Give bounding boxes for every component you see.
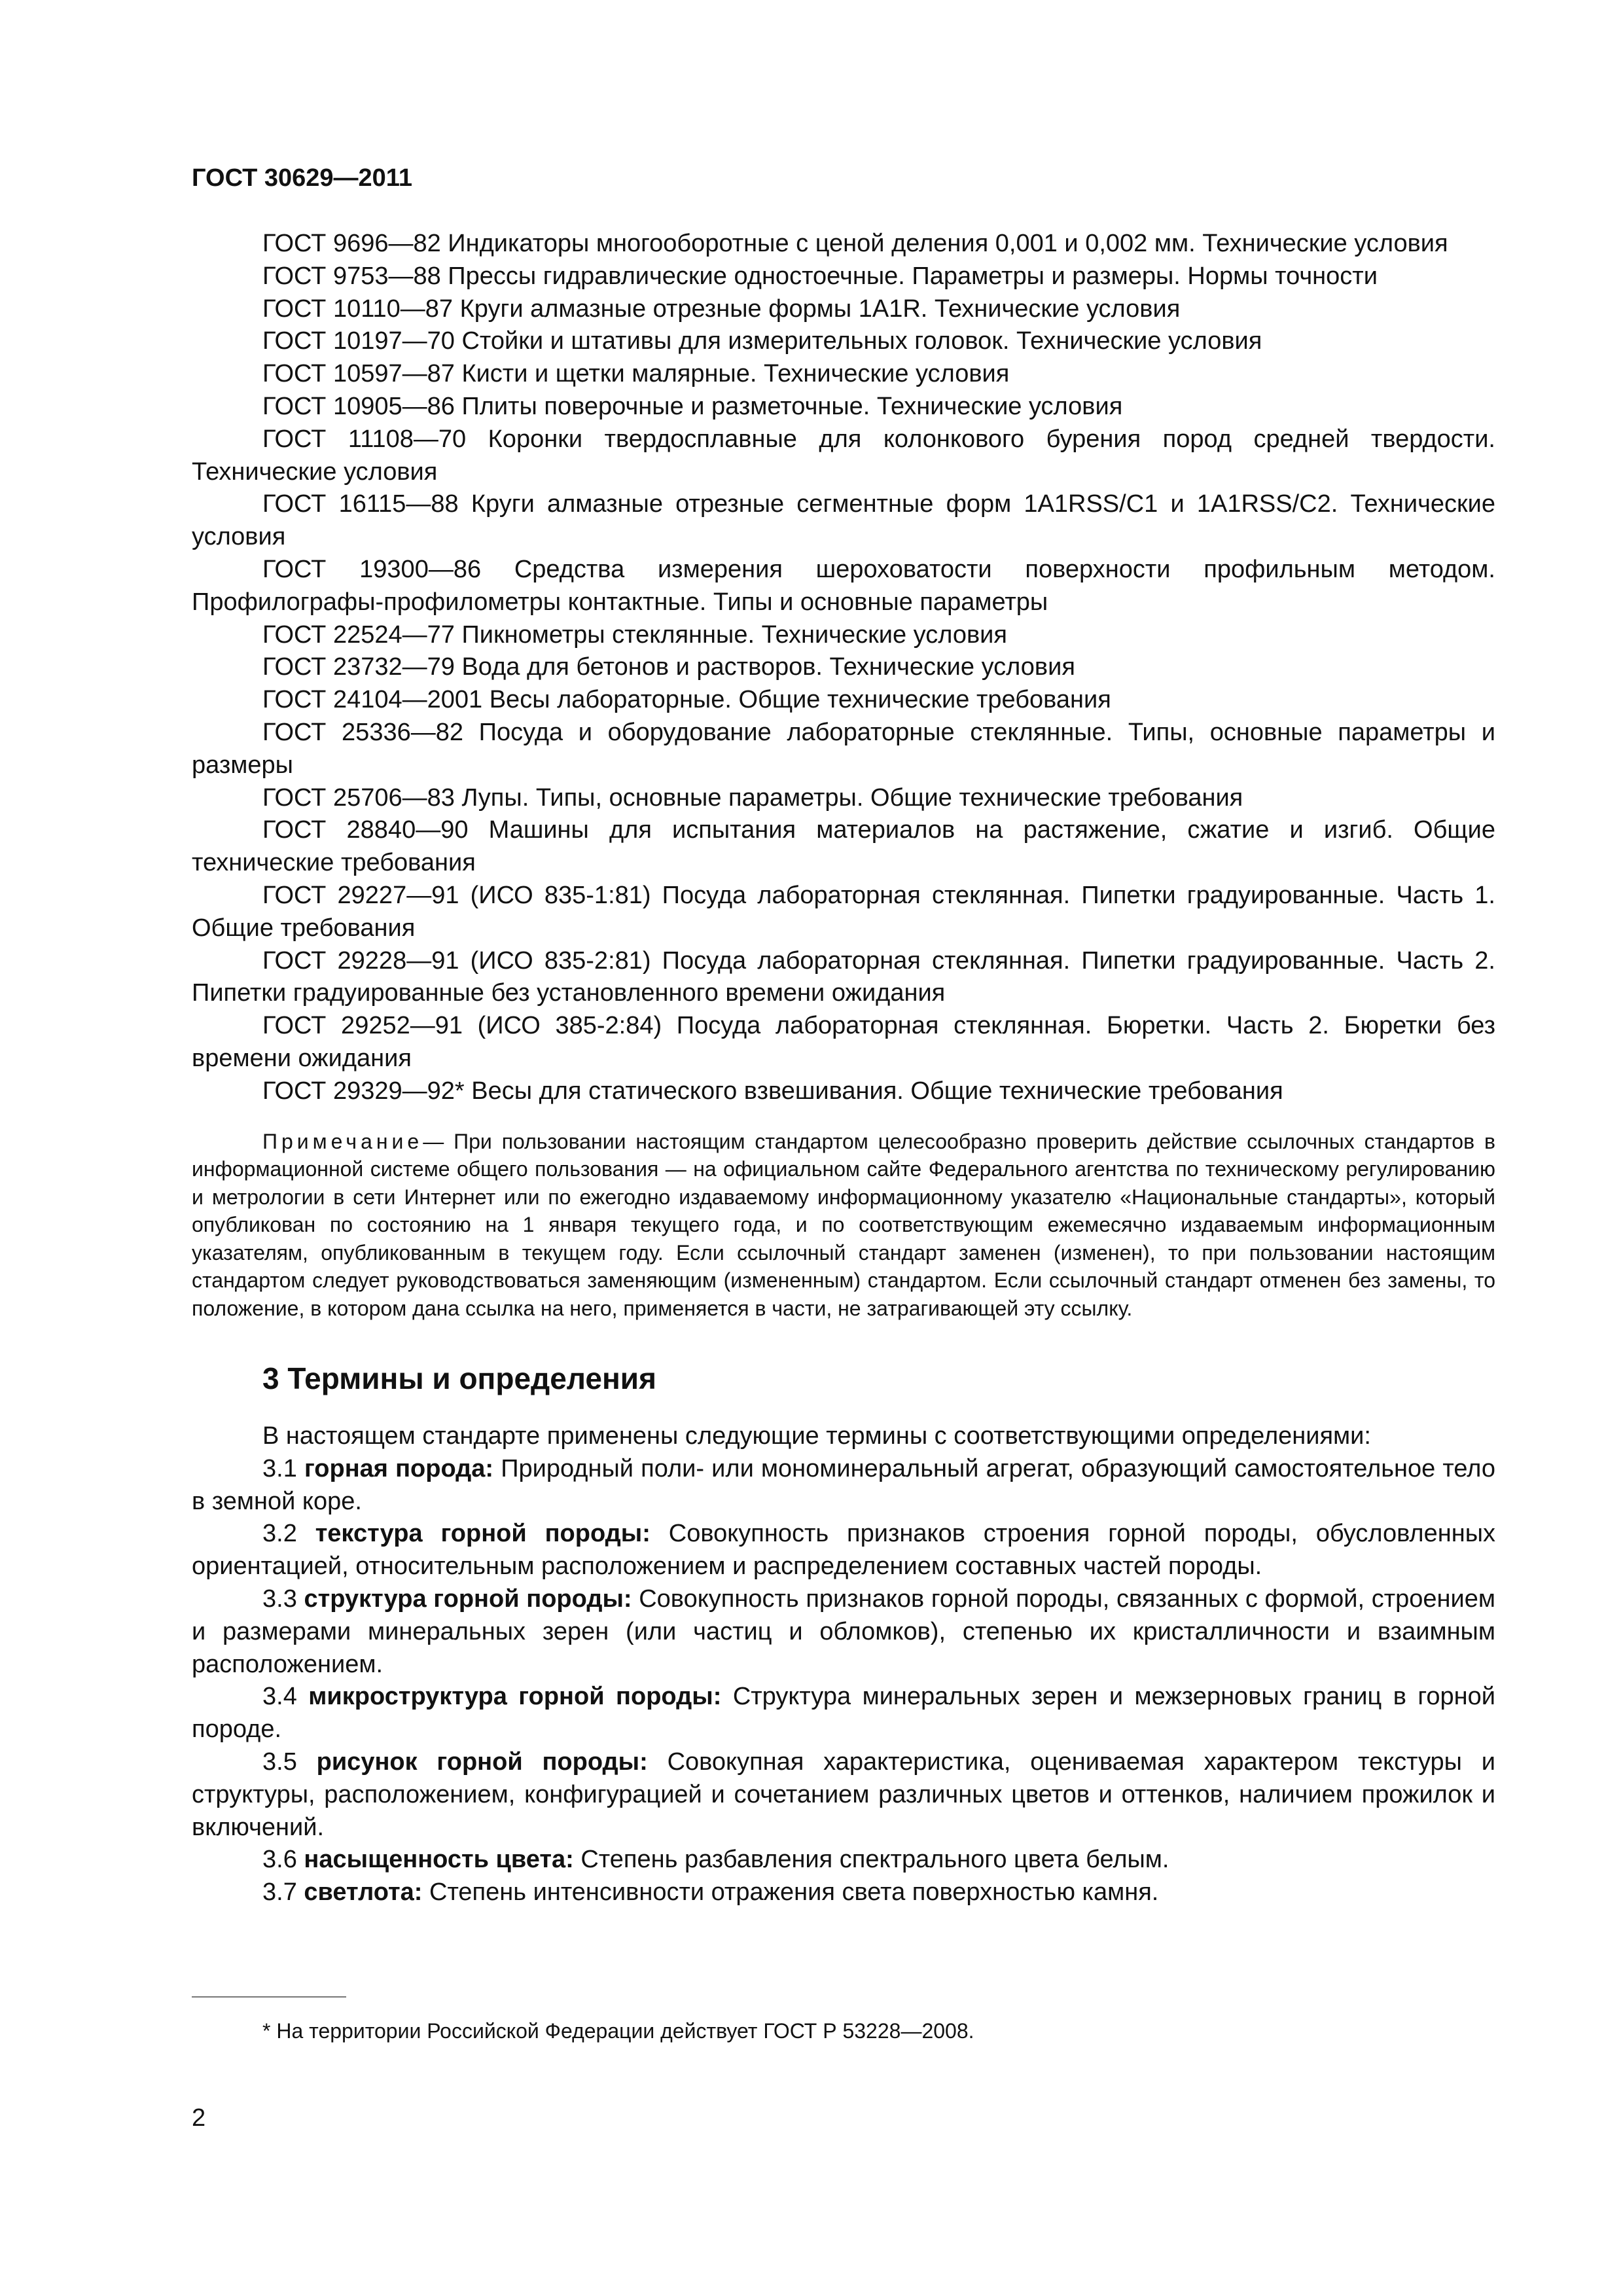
term-number: 3.4 — [262, 1683, 297, 1711]
term-number: 3.3 — [262, 1585, 297, 1613]
term-name: насыщенность цвета: — [304, 1846, 574, 1874]
term-name: структура горной породы: — [304, 1585, 632, 1613]
reference-item: ГОСТ 28840—90 Машины для испытания материалов на растяжение, сжатие и изгиб. Общие технические требования — [192, 816, 1495, 877]
reference-item: ГОСТ 9696—82 Индикаторы многооборотные с ценой деления 0,001 и 0,002 мм. Технические условия — [262, 230, 1448, 257]
reference-item: ГОСТ 19300—86 Средства измерения шероховатости поверхности профильным методом. Профилографы-профилометры контактные. Типы и основные параметры — [192, 555, 1495, 616]
page-number: 2 — [192, 2104, 206, 2132]
term-name: текстура горной породы: — [315, 1520, 651, 1548]
term-text: Структура минеральных зерен и межзерновых границ в горной породе. — [192, 1683, 1495, 1744]
term-text: Природный поли- или мономинеральный агрегат, образующий самостоятельное тело в земной коре. — [192, 1454, 1496, 1515]
note-paragraph — [192, 1128, 1495, 1323]
term-number: 3.5 — [262, 1748, 297, 1776]
reference-item: ГОСТ 22524—77 Пикнометры стеклянные. Технические условия — [262, 620, 1007, 649]
term-definition — [192, 1844, 1495, 1876]
reference-item: ГОСТ 29329—92* Весы для статического взвешивания. Общие технические требования — [262, 1077, 1283, 1105]
reference-item: ГОСТ 25706—83 Лупы. Типы, основные параметры. Общие технические требования — [262, 783, 1243, 812]
page-content — [192, 228, 1495, 1909]
term-definition — [192, 1681, 1495, 1746]
reference-item: ГОСТ 10110—87 Круги алмазные отрезные формы 1A1R. Технические условия — [262, 295, 1181, 323]
term-text: Совокупность признаков горной породы, связанных с формой, строением и размерами минеральных зерен (или частиц и обломков), степенью их кристалличности и взаимным расположением. — [192, 1585, 1496, 1678]
reference-item: ГОСТ 29252—91 (ИСО 385-2:84) Посуда лабораторная стеклянная. Бюретки. Часть 2. Бюретки без времени ожидания — [192, 1012, 1495, 1072]
reference-item: ГОСТ 23732—79 Вода для бетонов и растворов. Технические условия — [262, 653, 1075, 681]
term-text: Совокупность признаков строения горной породы, обусловленных ориентацией, относительным расположением и распределением составных частей породы. — [192, 1520, 1496, 1581]
note-label: Примечание — [262, 1129, 423, 1153]
footnote: * На территории Российской Федерации действует ГОСТ Р 53228—2008. — [262, 2019, 974, 2043]
term-name: микроструктура горной породы: — [308, 1683, 722, 1711]
term-definition — [192, 1518, 1495, 1583]
document-header: ГОСТ 30629—2011 — [192, 164, 412, 192]
term-name: светлота: — [304, 1878, 423, 1907]
term-number: 3.1 — [262, 1454, 297, 1482]
reference-item: ГОСТ 16115—88 Круги алмазные отрезные сегментные форм 1A1RSS/C1 и 1A1RSS/C2. Технические условия — [192, 490, 1495, 551]
section-intro: В настоящем стандарте применены следующие термины с соответствующими определениями: — [262, 1422, 1371, 1450]
section-title: 3 Термины и определения — [262, 1361, 656, 1396]
term-definition — [192, 1876, 1495, 1909]
term-text: Совокупная характеристика, оцениваемая характером текстуры и структуры, расположением, конфигурацией и сочетанием различных цветов и оттенков, наличием прожилок и включений. — [192, 1748, 1495, 1841]
term-name: горная порода: — [304, 1454, 494, 1482]
reference-item: ГОСТ 9753—88 Прессы гидравлические одностоечные. Параметры и размеры. Нормы точности — [262, 262, 1378, 290]
term-number: 3.2 — [262, 1520, 297, 1548]
reference-item: ГОСТ 10905—86 Плиты поверочные и разметочные. Технические условия — [262, 392, 1123, 420]
term-definition — [192, 1453, 1495, 1518]
reference-item: ГОСТ 10597—87 Кисти и щетки малярные. Технические условия — [262, 360, 1010, 388]
reference-item: ГОСТ 24104—2001 Весы лабораторные. Общие технические требования — [262, 686, 1111, 714]
reference-item: ГОСТ 11108—70 Коронки твердосплавные для колонкового бурения пород средней твердости. Технические условия — [192, 425, 1495, 486]
term-number: 3.6 — [262, 1846, 297, 1874]
term-name: рисунок горной породы: — [316, 1748, 648, 1776]
term-text: Степень разбавления спектрального цвета белым. — [580, 1846, 1169, 1874]
term-number: 3.7 — [262, 1878, 297, 1907]
term-text: Степень интенсивности отражения света поверхностью камня. — [429, 1878, 1159, 1907]
note-text: — При пользовании настоящим стандартом целесообразно проверить действие ссылочных стандартов в информационной системе общего пользования — на официальном сайте Федерального агентства по техническому регулированию и метрологии в сети Интернет или по ежегодно издаваемому информационному указателю «Национальные стандарты», который опубликован по состоянию на 1 января текущего года, и по соответствующим ежемесячно издаваемым информационным указателям, опубликованным в текущем году. Если ссылочный стандарт заменен (изменен), то при пользовании настоящим стандартом следует руководствоваться заменяющим (измененным) стандартом. Если ссылочный стандарт отменен без замены, то положение, в котором дана ссылка на него, применяется в части, не затрагивающей эту ссылку. — [192, 1129, 1495, 1320]
reference-item: ГОСТ 29228—91 (ИСО 835-2:81) Посуда лабораторная стеклянная. Пипетки градуированные. Часть 2. Пипетки градуированные без установленного времени ожидания — [192, 946, 1495, 1007]
reference-item: ГОСТ 25336—82 Посуда и оборудование лабораторные стеклянные. Типы, основные параметры и размеры — [192, 718, 1495, 779]
reference-item: ГОСТ 10197—70 Стойки и штативы для измерительных головок. Технические условия — [262, 327, 1262, 355]
reference-item: ГОСТ 29227—91 (ИСО 835-1:81) Посуда лабораторная стеклянная. Пипетки градуированные. Часть 1. Общие требования — [192, 881, 1495, 942]
footnote-divider — [192, 1996, 346, 1998]
term-definition — [192, 1746, 1495, 1844]
term-definition — [192, 1583, 1495, 1681]
